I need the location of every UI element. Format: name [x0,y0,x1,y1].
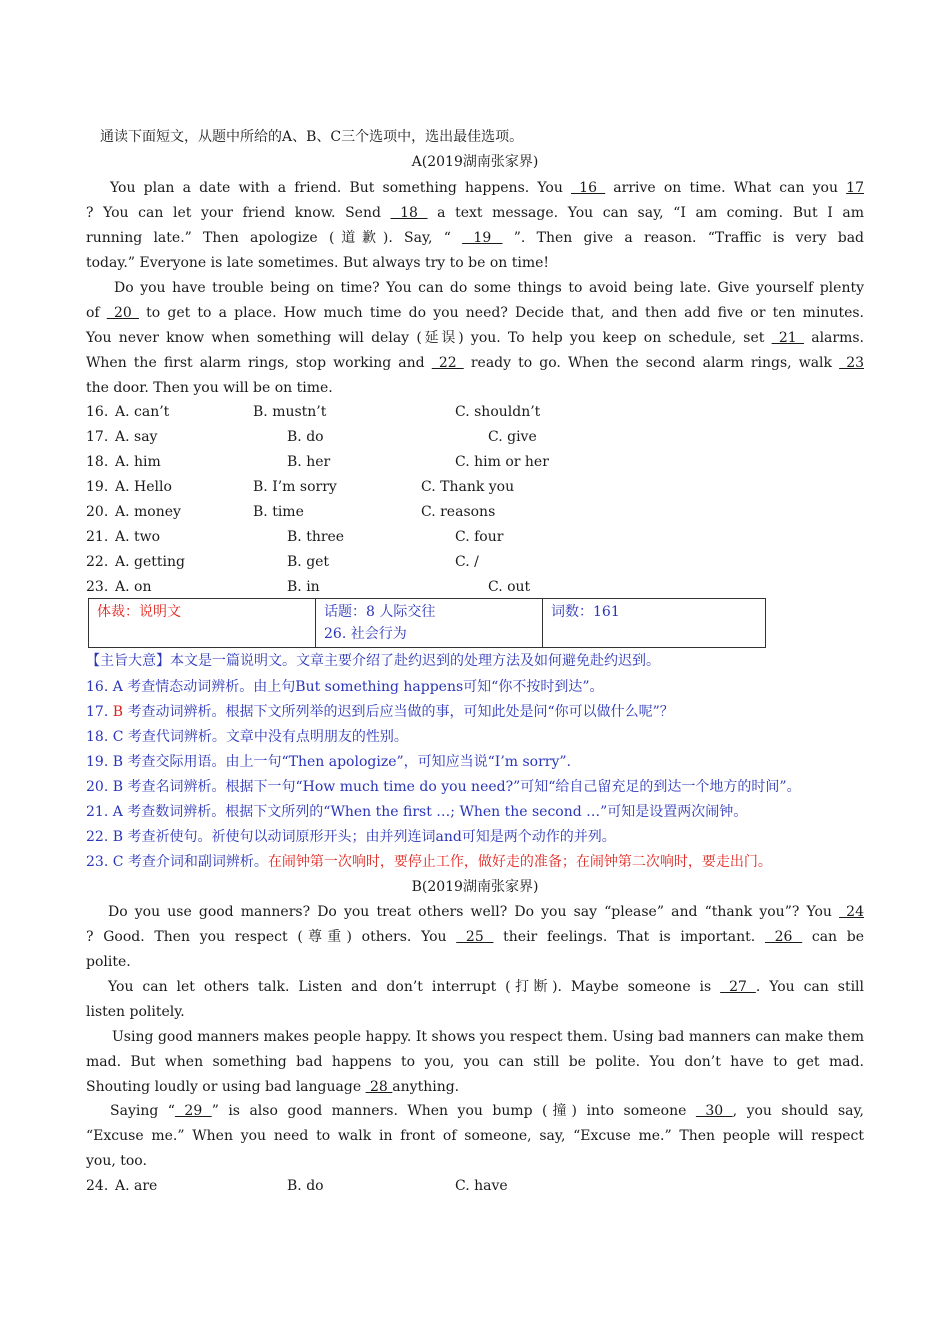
option-16-c[interactable]: C. shouldn’t [455,404,541,420]
option-22-c[interactable]: C. / [455,554,479,570]
blank-24[interactable]: 24 [839,904,864,920]
passage-a-line-8: When the first alarm rings, stop working and 22 ready to go. When the second alarm rings, walk 23 [86,355,865,371]
option-18-b[interactable]: B. her [287,454,331,470]
passage-b-line-2: ? Good. Then you respect (尊重) others. You 25 their feelings. That is important. 26 can be [86,929,865,945]
answer-22: 22. B 考查祈使句。祈使句以动词原形开头；由并列连词and可知是两个动作的并列。 [86,829,616,845]
passage-a-line-7: You never know when something will delay (延误) you. To help you keep on schedule, set 21 alarms. [86,330,864,346]
option-18-a[interactable]: A. him [115,454,161,470]
option-22-a[interactable]: A. getting [115,554,185,570]
passage-a-line-5: Do you have trouble being on time? You can do some things to avoid being late. Give yourself plenty [114,280,864,296]
option-19-b[interactable]: B. I’m sorry [253,479,337,495]
blank-18[interactable]: 18 [390,205,428,221]
document-page: 通读下面短文，从题中所给的A、B、C三个选项中，选出最佳选项。 A(2019湖南张家界) You plan a date with a friend. But something happens. You 16 arrive on time. What can you 17 ? You can let your friend know. Send 18 a text message. You can say, “I am coming. But I am running late.” Then apologize (道歉). Say, “ 19 ”. Then give a reason. “Traffic is very bad today.” Everyone is late sometimes. But always try to be on time! Do you have trouble being on time? You can do some things to avoid being late. Give yourself plenty of 20 to get to a place. How much time do you need? Decide that, and then add five or ten minutes. You never know when something will delay (延误) you. To help you keep on schedule, set 21 alarms. When the first alarm rings, stop working and 22 ready to go. When the second alarm rings, walk 23 the door. Then you will be on time. 16. A. can’t B. mustn’t C. shouldn’t 17. A. say B. do C. give 18. A. him B. her C. him or her 19. A. Hello B. I’m sorry C. Thank you 20. A. money B. time C. reasons 21. A. two B. three C. four 22. A. getting B. get C. / 23. A. on B. in C. out 体裁：说明文 话题：8 人际交往 26. 社会行为 词数：161 【主旨大意】本文是一篇说明文。文章主要介绍了赴约迟到的处理方法及如何避免赴约迟到。 16. A 考查情态动词辨析。由上句But something happens可知“你不按时到达”。 17. B 考查动词辨析。根据下文所列举的迟到后应当做的事，可知此处是问“你可以做什么呢”？ 18. C 考查代词辨析。文章中没有点明朋友的性别。 19. B 考查交际用语。由上一句“Then apologize”，可知应当说“I’m sorry”. 20. B 考查名词辨析。根据下一句“How much time do you need?”可知“给自己留充足的到达一个地方的时间”。 21. A 考查数词辨析。根据下文所列的“When the first …; When the second …”可知是设置两次闹钟。 22. B 考查祈使句。祈使句以动词原形开头；由并列连词and可知是两个动作的并列。 23. C 考查介词和副词辨析。在闹钟第一次响时，要停止工作，做好走的准备；在闹钟第二次响时，要走出门。 B(2019湖南张家界) Do you use good manners? Do you treat others well? Do you say “please” and “thank you”? You 24 ? Good. Then you respect (尊重) others. You 25 their feelings. That is important. 26 can be polite. You can let others talk. Listen and don’t interrupt (打断). Maybe someone is 27 . You can still listen politely. Using good manners makes people happy. It shows you respect them. Using bad manners can make them mad. But when something bad happens to you, you can still be polite. You don’t have to get mad. Shouting loudly or using bad language 28 anything. Saying “ 29 ” is also good manners. When you bump (撞) into someone 30 , you should say, “Excuse me.” When you need to walk in front of someone, say, “Excuse me.” Then people will respect you, too. 24. A. are B. do C. have [0,0,950,1344]
section-b-title: B(2019湖南张家界) [411,879,539,895]
blank-27[interactable]: 27 [720,979,756,995]
passage-b-line-5: listen politely. [86,1004,185,1020]
blank-22[interactable]: 22 [431,355,464,371]
option-20-b[interactable]: B. time [253,504,304,520]
blank-17[interactable]: 17 [846,180,864,196]
blank-29[interactable]: 29 [174,1103,212,1119]
passage-a-line-3: running late.” Then apologize (道歉). Say, “ 19 ”. Then give a reason. “Traffic is very bad [86,230,865,246]
passage-a-line-4: today.” Everyone is late sometimes. But always try to be on time! [86,255,550,271]
passage-a-line-1: You plan a date with a friend. But something happens. You 16 arrive on time. What can you 17 [110,180,864,196]
blank-25[interactable]: 25 [456,929,494,945]
passage-b-line-4: You can let others talk. Listen and don’t interrupt (打断). Maybe someone is 27 . You can still [108,979,864,995]
blank-26[interactable]: 26 [764,929,803,945]
passage-b-line-1: Do you use good manners? Do you treat others well? Do you say “please” and “thank you”? You 24 [108,904,864,920]
instruction-text: 通读下面短文，从题中所给的A、B、C三个选项中，选出最佳选项。 [100,129,524,145]
option-16-a[interactable]: A. can’t [115,404,170,420]
passage-info-table [88,598,766,648]
blank-30[interactable]: 30 [695,1103,733,1119]
option-21-b[interactable]: B. three [287,529,345,545]
passage-b-line-10: “Excuse me.” When you need to walk in front of someone, say, “Excuse me.” Then people will respect [86,1128,864,1144]
summary-text: 【主旨大意】本文是一篇说明文。文章主要介绍了赴约迟到的处理方法及如何避免赴约迟到。 [86,653,660,669]
passage-a-line-6: of 20 to get to a place. How much time do you need? Decide that, and then add five or ten minutes. [86,305,865,321]
option-16-b[interactable]: B. mustn’t [253,404,327,420]
passage-b-line-9: Saying “ 29 ” is also good manners. When you bump (撞) into someone 30 , you should say, [110,1103,864,1119]
option-17-b[interactable]: B. do [287,429,324,445]
passage-b-line-3: polite. [86,954,131,970]
section-a-title: A(2019湖南张家界) [411,154,539,170]
blank-21[interactable]: 21 [771,330,804,346]
option-21-c[interactable]: C. four [455,529,504,545]
option-23-a[interactable]: A. on [115,579,152,595]
option-19-a[interactable]: A. Hello [115,479,172,495]
option-24-b[interactable]: B. do [287,1178,324,1194]
blank-19[interactable]: 19 [462,230,503,246]
answer-18: 18. C 考查代词辨析。文章中没有点明朋友的性别。 [86,729,408,745]
answer-16: 16. A 考查情态动词辨析。由上句But something happens可知“你不按时到达”。 [86,679,604,695]
blank-23[interactable]: 23 [839,355,865,371]
passage-b-line-6: Using good manners makes people happy. It shows you respect them. Using bad manners can make them [112,1029,864,1045]
answer-21: 21. A 考查数词辨析。根据下文所列的“When the first …; When the second …”可知是设置两次闹钟。 [86,804,748,820]
option-24-a[interactable]: A. are [115,1178,158,1194]
answer-20: 20. B 考查名词辨析。根据下一句“How much time do you need?”可知“给自己留充足的到达一个地方的时间”。 [86,779,801,795]
passage-a-line-2: ? You can let your friend know. Send 18 a text message. You can say, “I am coming. But I am [86,205,864,221]
option-23-b[interactable]: B. in [287,579,320,595]
blank-20[interactable]: 20 [106,305,139,321]
option-17-a[interactable]: A. say [115,429,158,445]
passage-b-line-11: you, too. [86,1153,147,1169]
passage-b-line-8: Shouting loudly or using bad language 28 anything. [86,1079,460,1095]
topic-cell: 话题：8 人际交往 26. 社会行为 [316,599,543,648]
answer-17: 17. B 考查动词辨析。根据下文所列举的迟到后应当做的事，可知此处是问“你可以做什么呢”？ [86,704,674,720]
option-24-c[interactable]: C. have [455,1178,508,1194]
option-17-c[interactable]: C. give [488,429,537,445]
option-21-a[interactable]: A. two [115,529,161,545]
option-20-a[interactable]: A. money [115,504,181,520]
word-count-cell: 词数：161 [543,599,766,648]
option-18-c[interactable]: C. him or her [455,454,549,470]
passage-b-line-7: mad. But when something bad happens to you, you can still be polite. You don’t have to get mad. [86,1054,864,1070]
genre-cell: 体裁：说明文 [89,599,316,648]
blank-28[interactable]: 28 [365,1079,393,1095]
option-19-c[interactable]: C. Thank you [421,479,515,495]
answer-19: 19. B 考查交际用语。由上一句“Then apologize”，可知应当说“I’m sorry”. [86,754,572,770]
passage-a-line-9: the door. Then you will be on time. [86,380,333,396]
option-20-c[interactable]: C. reasons [421,504,496,520]
option-23-c[interactable]: C. out [488,579,531,595]
answer-23: 23. C 考查介词和副词辨析。在闹钟第一次响时，要停止工作，做好走的准备；在闹钟第二次响时，要走出门。 [86,854,772,870]
blank-16[interactable]: 16 [571,180,606,196]
option-22-b[interactable]: B. get [287,554,330,570]
